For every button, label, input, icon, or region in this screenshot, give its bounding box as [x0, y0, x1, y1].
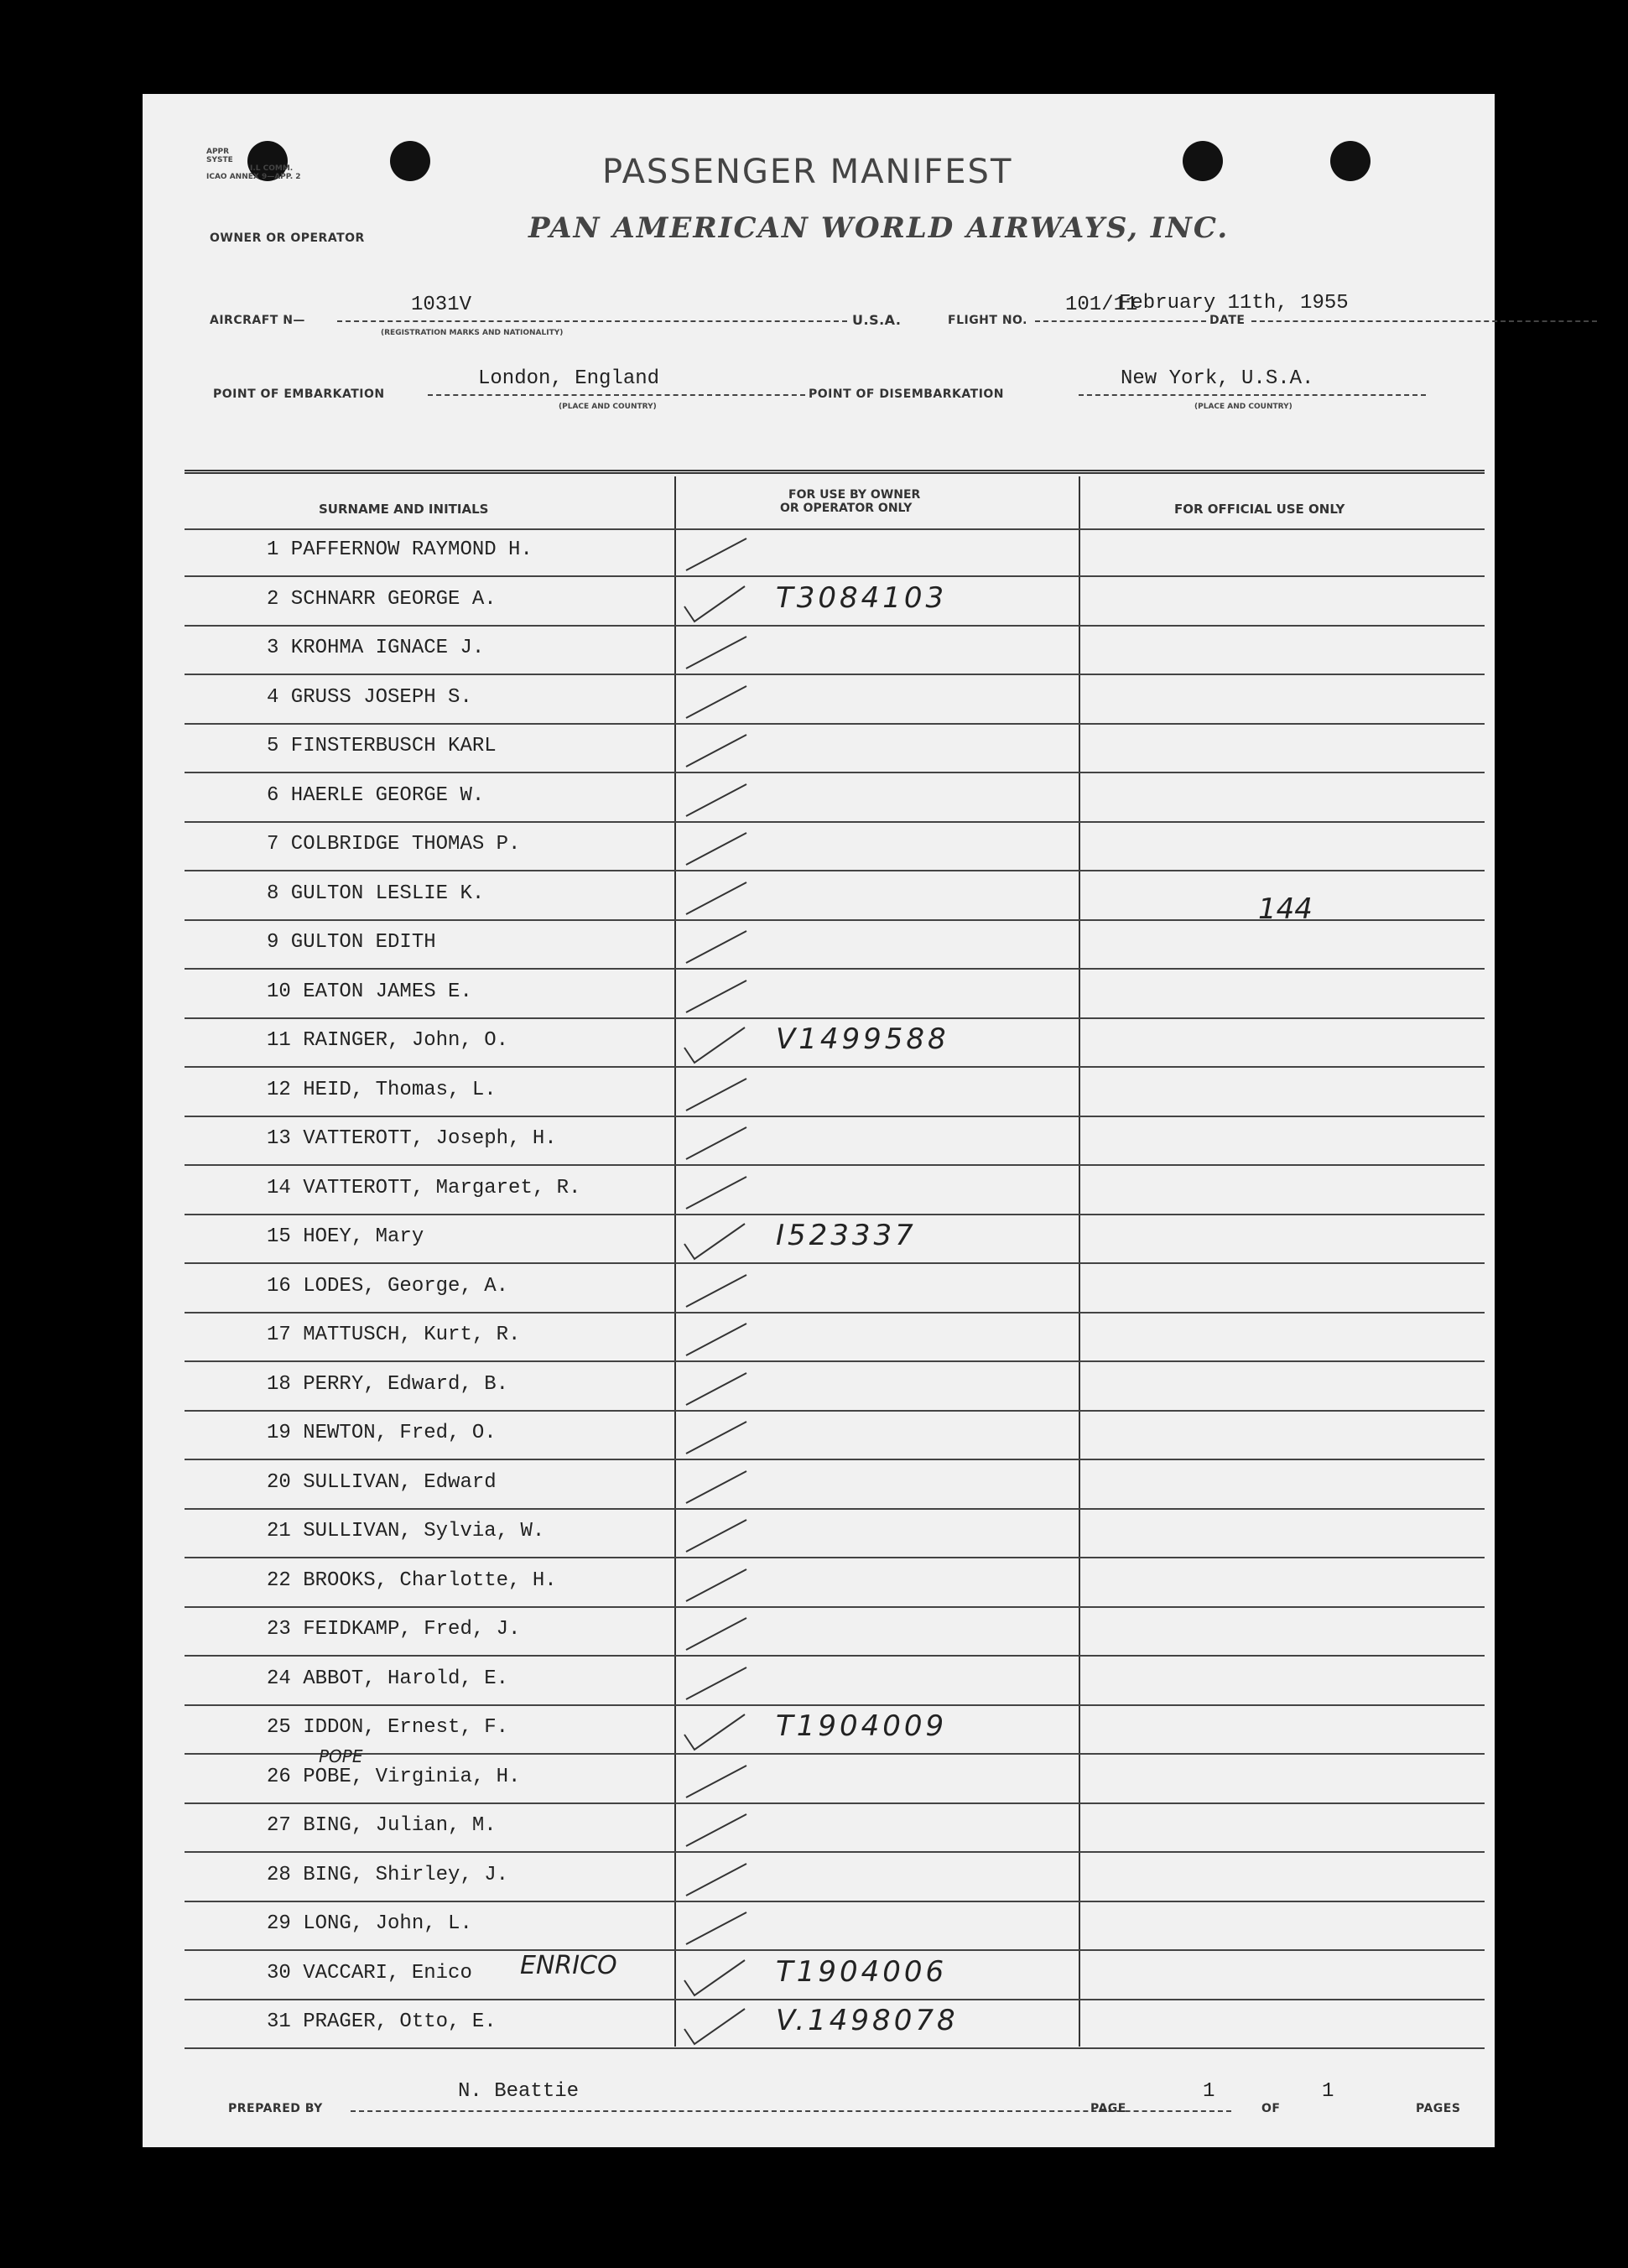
ticket-number: V1499588 [776, 1022, 949, 1056]
row-rule [185, 1214, 1485, 1215]
owner-label: OWNER OR OPERATOR [210, 231, 365, 245]
table-row [143, 678, 1495, 726]
check-mark-icon [681, 778, 750, 821]
passenger-name: 28 BING, Shirley, J. [267, 1863, 509, 1886]
check-mark-icon [681, 1415, 750, 1459]
aircraft-value: 1031V [411, 294, 472, 316]
table-row [143, 1267, 1495, 1315]
table-row [143, 1119, 1495, 1168]
check-mark-icon [681, 2004, 750, 2047]
passenger-name: 11 RAINGER, John, O. [267, 1029, 509, 1052]
row-rule [185, 1262, 1485, 1264]
row-rule [185, 1410, 1485, 1412]
disembark-rule [1079, 394, 1426, 396]
table-row [143, 1855, 1495, 1904]
table-row [143, 1070, 1495, 1119]
row-rule [185, 1116, 1485, 1117]
check-mark-icon [681, 728, 750, 772]
punch-hole-icon [1183, 141, 1223, 181]
prepared-label: PREPARED BY [228, 2102, 323, 2115]
ticket-number: I523337 [776, 1219, 917, 1252]
correction-enrico: ENRICO [520, 1951, 617, 1980]
punch-hole-icon [1330, 141, 1371, 181]
row-rule [185, 1164, 1485, 1166]
row-rule [185, 1901, 1485, 1902]
row-rule [185, 870, 1485, 871]
page-title: PASSENGER MANIFEST [602, 153, 1013, 191]
col-owner-header-1: FOR USE BY OWNER [788, 488, 921, 502]
pages-label: PAGES [1416, 2102, 1461, 2115]
of-label: OF [1261, 2102, 1281, 2115]
passenger-name: 27 BING, Julian, M. [267, 1814, 497, 1837]
check-mark-icon [681, 1661, 750, 1704]
passenger-name: 10 EATON JAMES E. [267, 980, 472, 1003]
check-mark-icon [681, 1759, 750, 1802]
check-mark-icon [681, 1170, 750, 1214]
table-row [143, 1659, 1495, 1708]
flight-label: FLIGHT NO. [948, 314, 1027, 327]
table-row [143, 1168, 1495, 1217]
check-mark-icon [681, 1709, 750, 1753]
aircraft-sublabel: (REGISTRATION MARKS AND NATIONALITY) [381, 329, 564, 337]
nationality: U.S.A. [852, 312, 902, 328]
passenger-name: 31 PRAGER, Otto, E. [267, 2011, 497, 2033]
date-value: February 11th, 1955 [1119, 292, 1349, 315]
row-rule [185, 1704, 1485, 1706]
embark-sublabel: (PLACE AND COUNTRY) [559, 403, 657, 411]
passenger-name: 6 HAERLE GEORGE W. [267, 783, 485, 807]
passenger-name: 2 SCHNARR GEORGE A. [267, 587, 497, 611]
embark-label: POINT OF EMBARKATION [213, 388, 385, 401]
passenger-name: 16 LODES, George, A. [267, 1274, 509, 1298]
table-row [143, 726, 1495, 775]
passenger-name: 3 KROHMA IGNACE J. [267, 637, 485, 659]
check-mark-icon [681, 1857, 750, 1901]
of-value: 1 [1322, 2080, 1334, 2103]
check-mark-icon [681, 1906, 750, 1949]
table-row [143, 1413, 1495, 1462]
approval-line: ICAO ANNEX 9—APP. 2 [206, 173, 301, 181]
date-label: DATE [1209, 314, 1246, 327]
table-row [143, 824, 1495, 873]
table-row [143, 1217, 1495, 1266]
check-mark-icon [681, 1121, 750, 1164]
row-rule [185, 821, 1485, 823]
punch-hole-icon [390, 141, 430, 181]
row-rule [185, 1557, 1485, 1558]
check-mark-icon [681, 532, 750, 575]
passenger-name: 17 MATTUSCH, Kurt, R. [267, 1324, 521, 1346]
passenger-name: 19 NEWTON, Fred, O. [267, 1422, 497, 1444]
page-label: PAGE [1090, 2102, 1126, 2115]
passenger-name: 26 POBE, Virginia, H. [267, 1765, 521, 1788]
check-mark-icon [681, 581, 750, 625]
passenger-name: 5 FINSTERBUSCH KARL [267, 735, 497, 757]
check-mark-icon [681, 1464, 750, 1508]
passenger-name: 13 VATTEROTT, Joseph, H. [267, 1127, 557, 1150]
ticket-number: V.1498078 [776, 2004, 959, 2037]
prepared-value: N. Beattie [458, 2080, 580, 2103]
approval-line: I.L COMM. [250, 164, 294, 173]
table-row [143, 1511, 1495, 1560]
table-row [143, 628, 1495, 677]
table-row [143, 776, 1495, 824]
table-row [143, 1953, 1495, 2002]
check-mark-icon [681, 1563, 750, 1606]
table-row [143, 1610, 1495, 1658]
row-rule [185, 1999, 1485, 2000]
passenger-name: 30 VACCARI, Enico [267, 1961, 472, 1984]
row-rule [185, 968, 1485, 970]
row-rule [185, 1312, 1485, 1313]
row-rule [185, 625, 1485, 627]
row-rule [185, 1066, 1485, 1068]
carrier-name: PAN AMERICAN WORLD AIRWAYS, INC. [528, 211, 1230, 245]
passenger-name: 25 IDDON, Ernest, F. [267, 1716, 509, 1739]
col-owner-header-2: OR OPERATOR ONLY [780, 502, 913, 515]
check-mark-icon [681, 1268, 750, 1312]
check-mark-icon [681, 876, 750, 919]
check-mark-icon [681, 679, 750, 723]
row-rule [185, 1753, 1485, 1755]
table-row [143, 1021, 1495, 1069]
row-rule [185, 1851, 1485, 1853]
passenger-name: 12 HEID, Thomas, L. [267, 1078, 497, 1101]
passenger-name: 20 SULLIVAN, Edward [267, 1470, 497, 1494]
passenger-name: 15 HOEY, Mary [267, 1225, 424, 1248]
row-rule [185, 1017, 1485, 1019]
passenger-name: 21 SULLIVAN, Sylvia, W. [267, 1520, 545, 1542]
row-rule [185, 723, 1485, 725]
manifest-sheet [143, 94, 1495, 2147]
ticket-number: T1904009 [776, 1709, 948, 1743]
passenger-name: 7 COLBRIDGE THOMAS P. [267, 833, 521, 856]
col-official-header: FOR OFFICIAL USE ONLY [1174, 502, 1345, 517]
passenger-name: 14 VATTEROTT, Margaret, R. [267, 1176, 581, 1199]
disembark-sublabel: (PLACE AND COUNTRY) [1194, 403, 1293, 411]
table-row [143, 1904, 1495, 1953]
row-rule [185, 575, 1485, 577]
table-row [143, 530, 1495, 579]
passenger-name: 29 LONG, John, L. [267, 1912, 472, 1935]
embark-rule [428, 394, 805, 396]
check-mark-icon [681, 826, 750, 870]
disembark-value: New York, U.S.A. [1121, 367, 1314, 390]
passenger-name: 24 ABBOT, Harold, E. [267, 1667, 509, 1690]
passenger-name: 8 GULTON LESLIE K. [267, 882, 485, 905]
check-mark-icon [681, 1317, 750, 1360]
check-mark-icon [681, 630, 750, 674]
check-mark-icon [681, 1219, 750, 1262]
correction-pope: POPE [319, 1746, 363, 1766]
aircraft-rule [337, 320, 847, 322]
check-mark-icon [681, 1808, 750, 1851]
flight-rule [1035, 320, 1206, 322]
ticket-number: T3084103 [776, 580, 948, 615]
check-mark-icon [681, 974, 750, 1017]
check-mark-icon [681, 1366, 750, 1410]
check-mark-icon [681, 1072, 750, 1116]
row-rule [185, 1508, 1485, 1510]
date-rule [1251, 320, 1597, 322]
row-rule [185, 1459, 1485, 1460]
table-row [143, 972, 1495, 1021]
table-row [143, 2002, 1495, 2051]
row-rule [185, 1802, 1485, 1804]
passenger-name: 1 PAFFERNOW RAYMOND H. [267, 538, 533, 561]
flight-value: 101/11 [1065, 294, 1138, 316]
table-row [143, 1365, 1495, 1413]
check-mark-icon [681, 1611, 750, 1655]
table-row [143, 1561, 1495, 1610]
embark-value: London, England [478, 367, 660, 390]
passenger-name: 23 FEIDKAMP, Fred, J. [267, 1618, 521, 1641]
official-note: 144 [1258, 892, 1313, 926]
check-mark-icon [681, 924, 750, 968]
row-rule [185, 772, 1485, 773]
row-rule [185, 674, 1485, 675]
passenger-name: 18 PERRY, Edward, B. [267, 1372, 509, 1396]
approval-line: SYSTE [206, 156, 233, 164]
table-row [143, 1463, 1495, 1511]
table-row [143, 1806, 1495, 1854]
passenger-name: 4 GRUSS JOSEPH S. [267, 685, 472, 709]
row-rule [185, 1655, 1485, 1657]
check-mark-icon [681, 1022, 750, 1066]
page-value: 1 [1203, 2080, 1215, 2103]
row-rule [185, 1606, 1485, 1608]
approval-line: APPR [206, 148, 230, 156]
table-row [143, 580, 1495, 628]
table-row [143, 1315, 1495, 1364]
table-top-rule [185, 470, 1485, 474]
check-mark-icon [681, 1513, 750, 1557]
disembark-label: POINT OF DISEMBARKATION [809, 388, 1005, 401]
row-rule [185, 1949, 1485, 1951]
col-surname-header: SURNAME AND INITIALS [319, 502, 489, 517]
aircraft-label: AIRCRAFT N— [210, 314, 305, 327]
passenger-name: 9 GULTON EDITH [267, 931, 436, 954]
table-row [143, 923, 1495, 971]
row-rule [185, 1360, 1485, 1362]
passenger-name: 22 BROOKS, Charlotte, H. [267, 1568, 557, 1592]
check-mark-icon [681, 1955, 750, 1999]
row-rule [185, 2047, 1485, 2049]
ticket-number: T1904006 [776, 1954, 948, 1989]
